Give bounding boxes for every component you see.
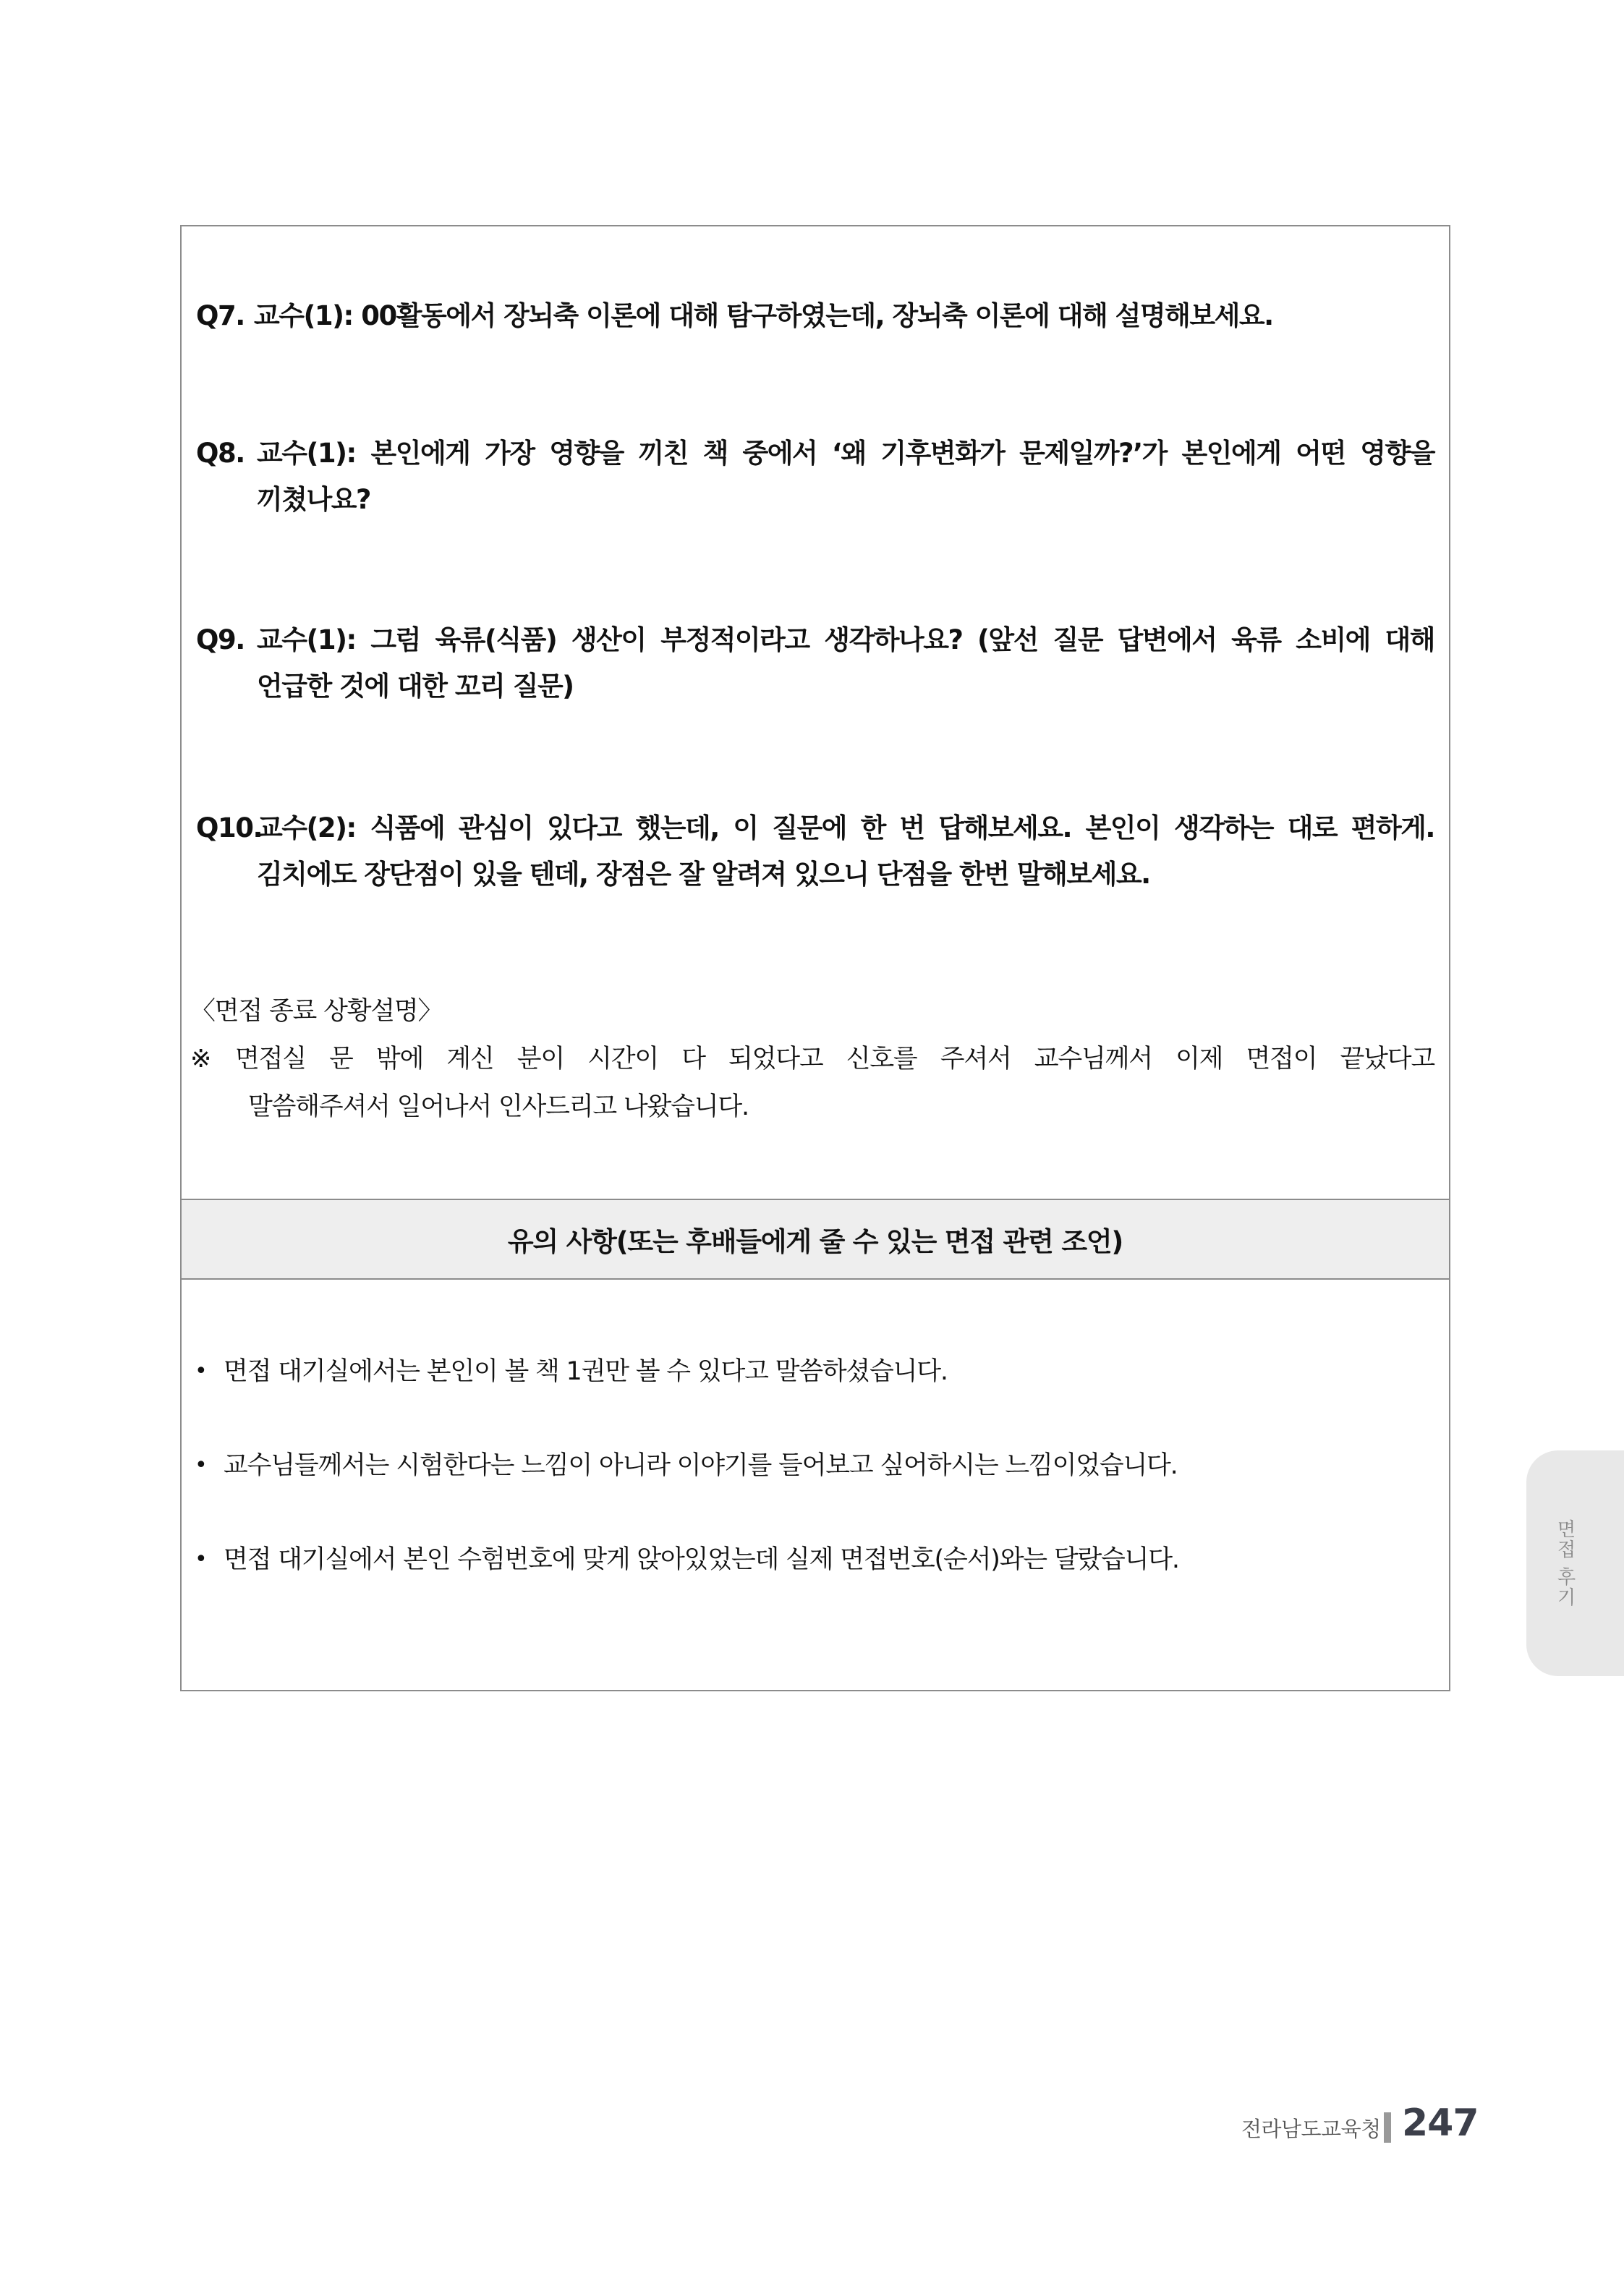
list-item bbox=[195, 1513, 1434, 1607]
question-number: Q7. bbox=[196, 300, 245, 331]
question-number: Q8. bbox=[196, 438, 245, 469]
note-text: 면접 대기실에서는 본인이 볼 책 1권만 볼 수 있다고 말씀하셨습니다. bbox=[224, 1357, 948, 1386]
question-q10 bbox=[196, 805, 1434, 898]
interview-end-situation bbox=[190, 987, 1434, 1131]
note-text: 면접 대기실에서 본인 수험번호에 맞게 앉아있었는데 실제 면접번호(순서)와는 달랐습니다. bbox=[224, 1545, 1179, 1574]
question-text: 교수(1): 본인에게 가장 영향을 끼친 책 중에서 ‘왜 기후변화가 문제일까?’가 본인에게 어떤 영향을 bbox=[257, 438, 1434, 469]
page-number: 247 bbox=[1402, 2101, 1479, 2145]
question-number: Q9. bbox=[196, 624, 245, 655]
question-text-continued: 언급한 것에 대한 꼬리 질문) bbox=[257, 671, 574, 702]
situation-text-continued: 말씀해주셔서 일어나서 인사드리고 나왔습니다. bbox=[248, 1092, 749, 1121]
bullet-icon: • bbox=[195, 1359, 207, 1384]
question-text-continued: 김치에도 장단점이 있을 텐데, 장점은 잘 알려져 있으니 단점을 한번 말해보세요. bbox=[257, 859, 1150, 890]
notes-list bbox=[195, 1325, 1434, 1607]
situation-title: 〈면접 종료 상황설명〉 bbox=[190, 997, 443, 1026]
question-q7 bbox=[196, 293, 1434, 339]
situation-text: 면접실 문 밖에 계신 분이 시간이 다 되었다고 신호를 주셔서 교수님께서 이제 면접이 끝났다고 bbox=[235, 1045, 1434, 1074]
question-q8 bbox=[196, 430, 1434, 523]
interview-record-box bbox=[180, 225, 1450, 1691]
side-tab-label: 면접 후기 bbox=[1554, 1519, 1576, 1608]
questions-section bbox=[182, 226, 1449, 1199]
question-q9 bbox=[196, 617, 1434, 710]
question-text: 교수(2): 식품에 관심이 있다고 했는데, 이 질문에 한 번 답해보세요. 본인이 생각하는 대로 편하게. bbox=[257, 812, 1434, 843]
question-text: 교수(1): 00활동에서 장뇌축 이론에 대해 탐구하였는데, 장뇌축 이론에 대해 설명해보세요. bbox=[254, 300, 1273, 331]
question-text-continued: 끼쳤나요? bbox=[257, 484, 370, 515]
bullet-icon: • bbox=[195, 1453, 207, 1478]
question-number: Q10. bbox=[196, 812, 262, 843]
list-item bbox=[195, 1325, 1434, 1419]
question-text: 교수(1): 그럼 육류(식품) 생산이 부정적이라고 생각하나요? (앞선 질문 답변에서 육류 소비에 대해 bbox=[257, 624, 1434, 655]
notes-header bbox=[182, 1199, 1449, 1280]
list-item bbox=[195, 1419, 1434, 1513]
bullet-icon: • bbox=[195, 1547, 207, 1572]
footer-divider bbox=[1384, 2112, 1391, 2143]
note-text: 교수님들께서는 시험한다는 느낌이 아니라 이야기를 들어보고 싶어하시는 느낌이었습니다. bbox=[224, 1451, 1178, 1480]
footer-organization: 전라남도교육청 bbox=[1241, 2117, 1381, 2141]
notes-header-title: 유의 사항(또는 후배들에게 줄 수 있는 면접 관련 조언) bbox=[507, 1226, 1123, 1257]
reference-mark: ※ bbox=[190, 1045, 211, 1074]
